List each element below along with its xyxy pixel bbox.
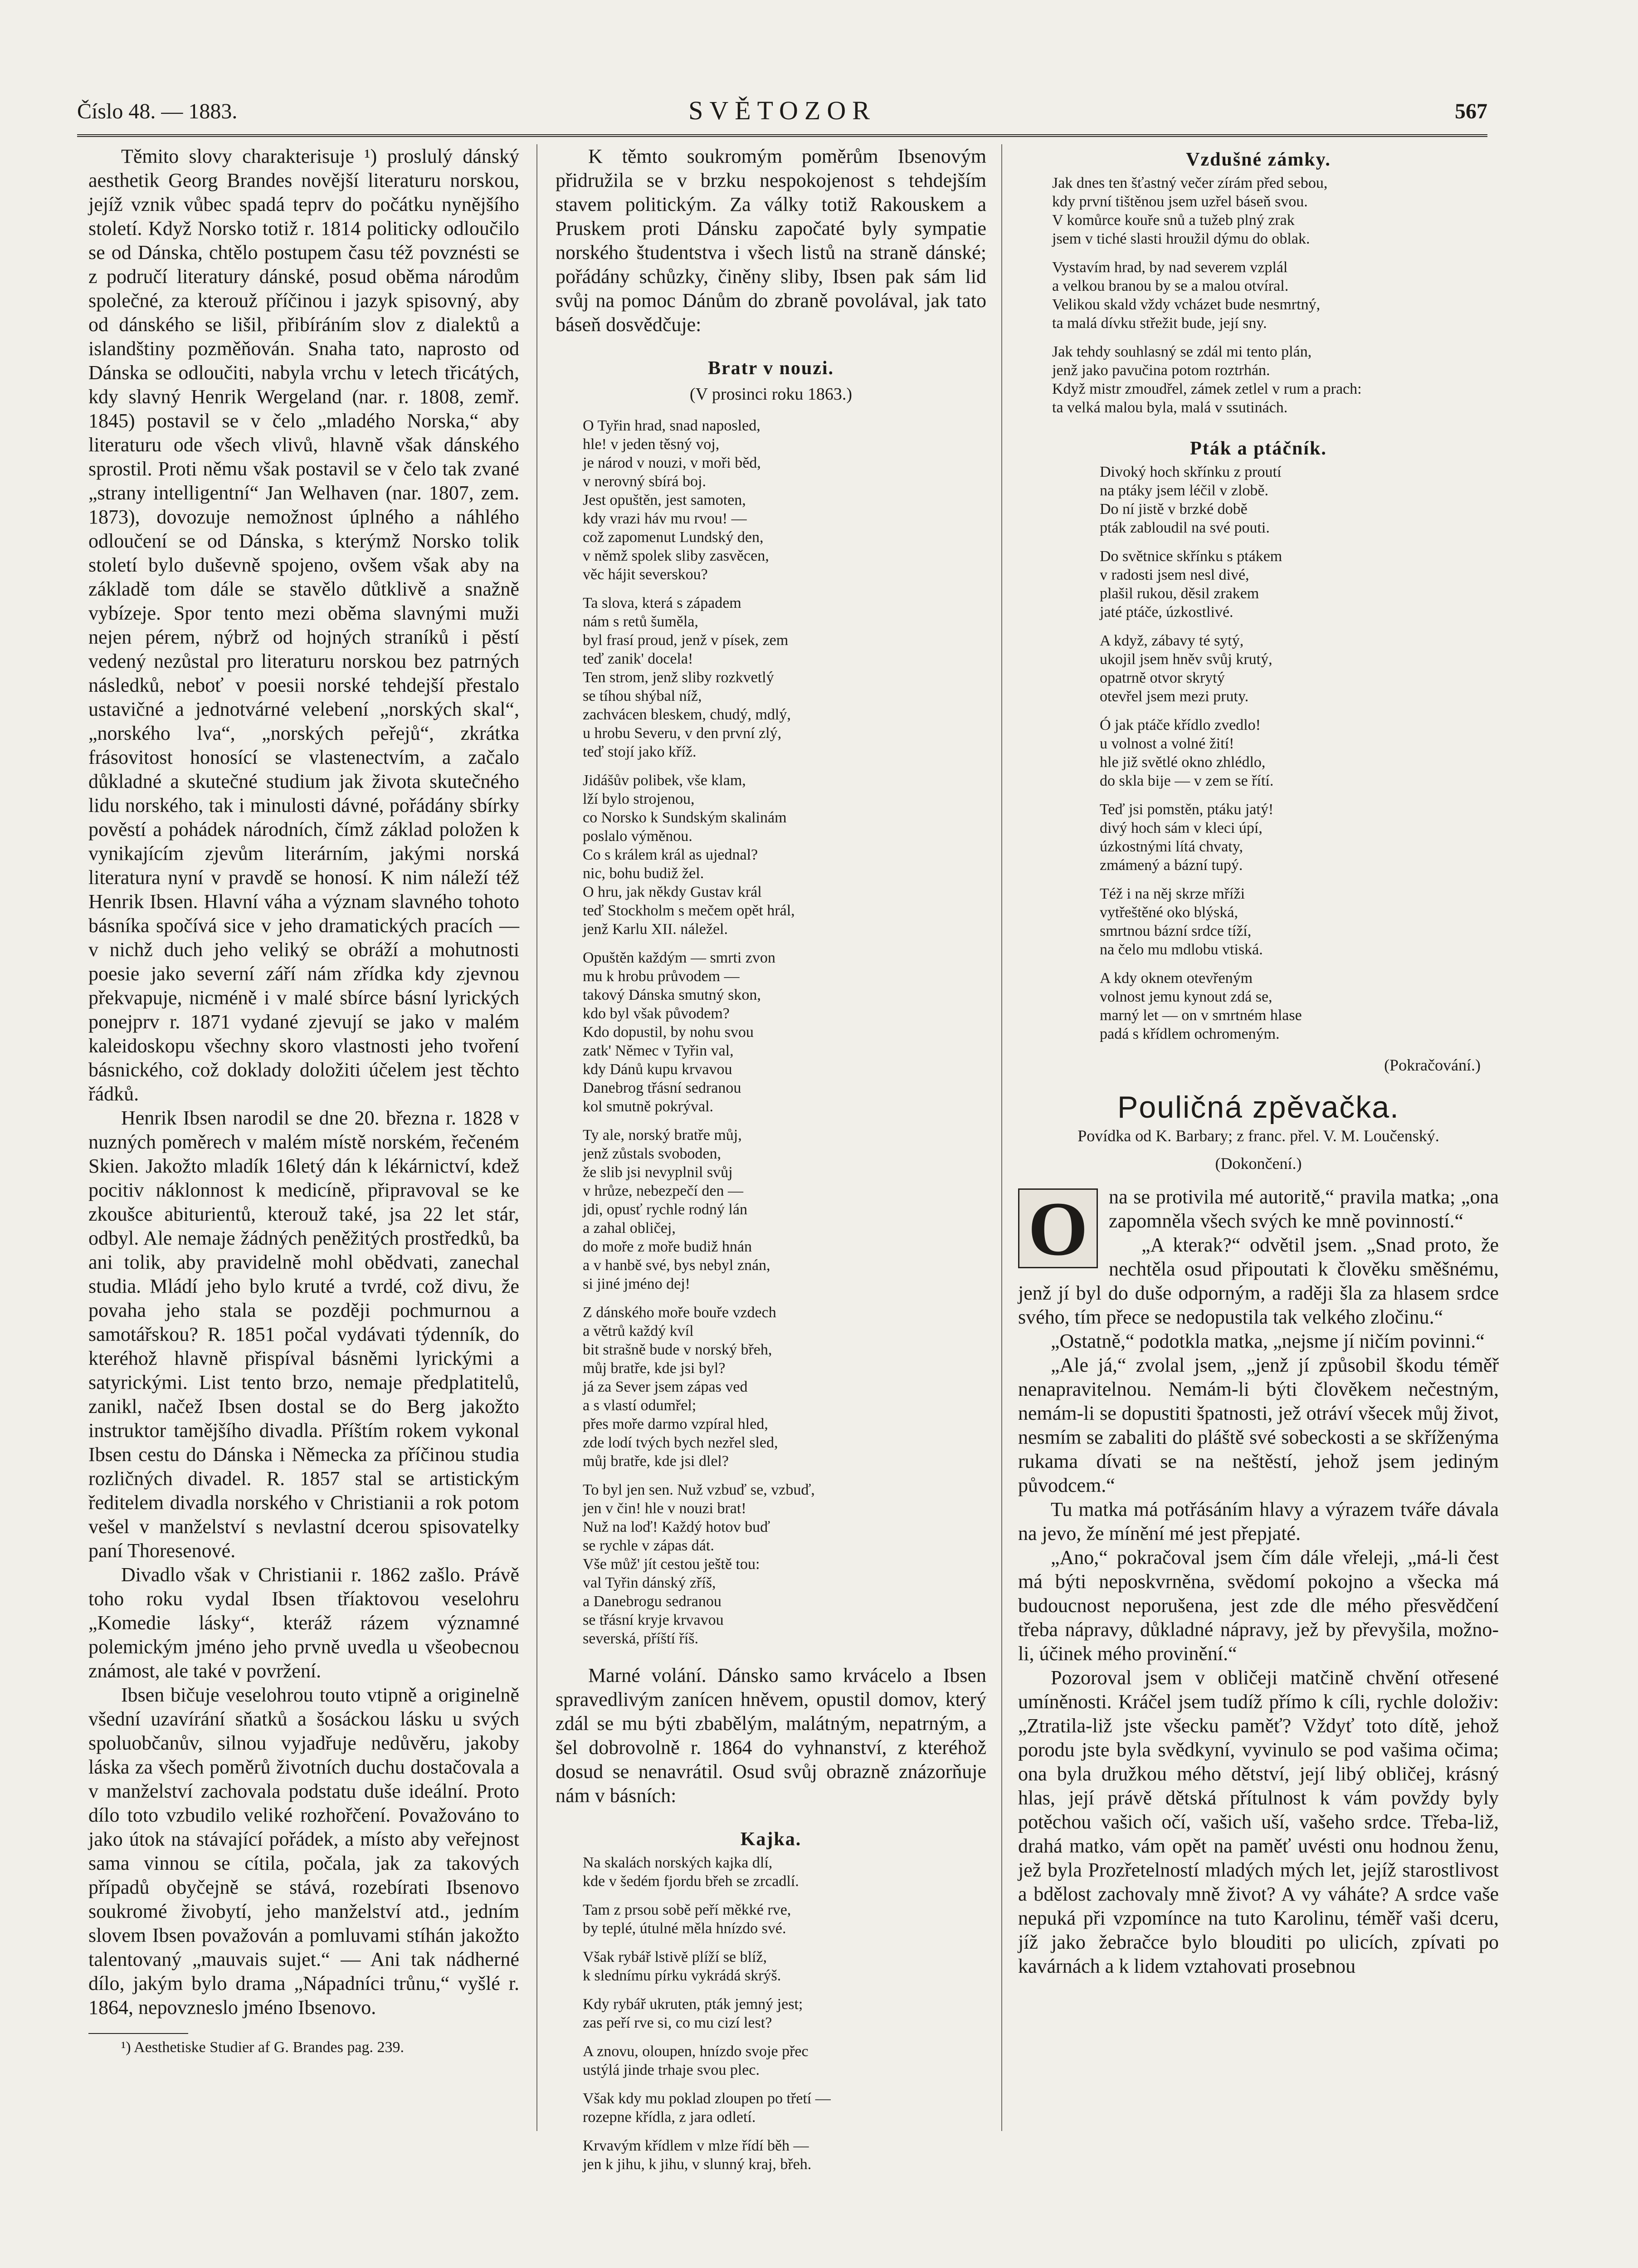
poem-stanza	[583, 2136, 986, 2174]
article-paragraph: Těmito slovy charakterisuje ¹) proslulý dánský aesthetik Georg Brandes novější literaturu norskou, jejíž vznik vůbec spadá teprv do počátku nynějšího století. Když Norsko totiž r. 1814 politicky odloučilo se od Dánska, chtělo postupem času též povznésti se z područí literatury dánské, posud oběma národům společné, za kterouž příčinou i jazyk spisovný, aby od dánského se lišil, přibíráním slov z dialektů a islandštiny pozměňován. Snaha tato, naprosto od Dánska se odloučiti, nabyla vrchu v letech třicátých, kdy slavný Henrik Wergeland (nar. r. 1808, zemř. 1845) postavil se v čelo „mladého Norska,“ aby literaturu ode všech vlivů, hlavně však dánského sprostil. Proti němu však postavil se v čelo tak zvané „strany intelligentní“ Jan Welhaven (nar. 1807, zem. 1873), dovozuje nemožnost úplného a náhlého odloučení se od Dánska, s kterýmž Norsko tolik století bylo duševně spojeno, ovšem však aby na základě tom dále se stavělo důtklivě a snažně vybízeje. Spor tento mezi oběma slavnými muži nejen pérem, nýbrž od hojných straníků i pěstí vedený nezůstal pro literaturu norskou bez patrných následků, neboť v poesii norské tehdejší přestalo ustavičné a jednotvárné velebení „norských skal“, „norského lva“, „norských peřejů“, zkrátka frásovitost honosící se vlastenectvím, a začalo důkladné a skutečné studium jak života skutečného lidu norského, tak i minulosti dávné, pořádány sbírky pověstí a pohádek národních, čímž základ položen k vynikajícím zjevům literárním, jakými norská literatura nyní v pravdě se honosí. K nim náleží též Henrik Ibsen. Hlavní váha a význam slavného tohoto básníka spočívá sice v jeho dramatických pracích — v nichž duch jeho veliký se obráží a mohutnosti poesie jako severní září nám zřídka kdy zjevnou překvapuje, nicméně i v malé sbírce básní lyrických ponejprv r. 1871 vydané zjevují se jako v malém kaleidoskopu všechny skoro vlastnosti jeho tvoření básnického, což doklady doložiti účelem jest těchto řádků.	[88, 145, 519, 1105]
poem-line: jenž Karlu XII. náležel.	[583, 921, 728, 938]
poem-stanza	[1052, 174, 1499, 248]
poem-line: Z dánského moře bouře vzdech	[583, 1304, 776, 1321]
article-paragraph: Ibsen bičuje veselohrou touto vtipně a originelně všední uzavírání sňatků a šosáckou lásku u svých spoluobčanův, silnou vyjadřuje nedůvěru, jakoby láska za všech poměrů životních duchu dostačovala a v manželství zachovala podstatu duše ideální. Proto dílo toto vzbudilo veliké rozhořčení. Považováno to jako útok na stávající pořádek, a místo aby veřejnost sama vinnou se cítila, počala, jak za takových případů obyčejně se stává, rozebírati Ibsenovo soukromé živobytí, jeho manželství atd., jedním slovem Ibsen považován a pomluvami stíhán jakožto talentovaný „mauvais sujet.“ — Ani tak nádherné dílo, jakým bylo drama „Nápadníci trůnu,“ vyšlé r. 1864, nepovzneslo jméno Ibsenovo.	[88, 1684, 519, 2019]
header-rule	[77, 134, 1487, 137]
poem-line: se tíhou shýbal níž,	[583, 688, 702, 704]
poem-line: hle! v jeden těsný voj,	[583, 436, 720, 453]
poem-title: Vzdušné zámky.	[1186, 149, 1331, 170]
poem-line: ustýlá jinde trhaje svou plec.	[583, 2062, 760, 2078]
page-number: 567	[1455, 99, 1487, 123]
poem-line: nám s retů šuměla,	[583, 613, 698, 630]
poem-line: O Tyřin hrad, snad naposled,	[583, 417, 760, 434]
poem-line: ta velká malou byla, malá v ssutinách.	[1052, 399, 1288, 416]
story-paragraph: na se protivila mé autoritě,“ pravila matka; „ona zapomněla všech svých ke mně povinností.“	[1109, 1186, 1499, 1232]
masthead-title: SVĚTOZOR	[688, 96, 876, 125]
poem-line: Však rybář lstivě plíží se blíž,	[583, 1949, 767, 1965]
poem-line: kdy první tištěnou jsem uzřel báseň svou.	[1052, 193, 1308, 210]
poem-ptak-a-ptacnik	[1018, 463, 1499, 1043]
poem-line: Jak dnes ten šťastný večer zírám před sebou,	[1052, 175, 1328, 191]
poem-line: jdi, opusť rychle rodný lán	[583, 1201, 747, 1218]
story-paragraph: „Ale já,“ zvolal jsem, „jenž jí způsobil škodu téměř nenapravitelnou. Nemám-li býti člověkem nečestným, nemám-li se dopustiti špatnosti, jež otráví všecek můj život, nesmím se zabaliti do pláště své sobeckosti a se skříženýma rukama dívati se na neštěstí, jehož jsem jediným původcem.“	[1018, 1354, 1499, 1496]
poem-line: smrtnou bázní srdce tíží,	[1100, 923, 1252, 939]
poem-stanza	[1100, 800, 1499, 875]
footnote: ¹) Aesthetiske Studier af G. Brandes pag. 239.	[121, 2039, 404, 2056]
article-paragraph: K těmto soukromým poměrům Ibsenovým přidružila se v brzku nespokojenost s tehdejším stavem politickým. Za války totiž Rakouskem a Pruskem proti Dánsku započaté byly sympatie norského študentstva i všech listů na straně dánské; pořádány schůzky, činěny sliby, Ibsen pak sám lid svůj na pomoc Dánům do zbraně povolával, jak tato báseň dosvědčuje:	[556, 145, 986, 336]
poem-stanza	[583, 1948, 986, 1985]
poem-stanza	[1100, 463, 1499, 537]
poem-line: Velikou skald vždy vcházet bude nesmrtný,	[1052, 296, 1321, 313]
poem-line: ukojil jsem hněv svůj krutý,	[1100, 651, 1272, 668]
poem-line: můj bratře, kde jsi dlel?	[583, 1453, 729, 1470]
poem-line: a větrů každý kvíl	[583, 1323, 694, 1339]
poem-line: zas peří rve si, co mu cizí lest?	[583, 2014, 772, 2031]
article-paragraph: Marné volání. Dánsko samo krvácelo a Ibsen spravedlivým zanícen hněvem, opustil domov, který zdál se mu býti zbabělým, malátným, nepatrným, a šel dobrovolně r. 1864 do vyhnanství, z kteréhož dosud se nenavrátil. Osud svůj obrazně znázorňuje nám v básních:	[556, 1664, 986, 1807]
poem-line: Na skalách norských kajka dlí,	[583, 1854, 773, 1871]
poem-line: Když mistr zmoudřel, zámek zetlel v rum a prach:	[1052, 381, 1362, 397]
story-paragraph: Pozoroval jsem v obličeji matčině chvění otřesené umíněnosti. Kráčel jsem tudíž přímo k cíli, rychle doloživ: „Ztratila-liž jste všecku paměť? Vždyť toto dítě, jehož porodu jste byla svědkyní, vyvinulo se pod vašima očima; ona byla družkou mého dětství, její libý obličej, krásný hlas, její právě dětská přítulnost k vám povždy byly potěchou vašich očí, vašich uší, vašeho srdce. Třeba-liž, drahá matko, vám opět na paměť uvésti onu hodnou ženu, jež byla Prozřetelností mladých mých let, jejíž starostlivost a bdělost zachovaly mně život? A vy váháte? A srdce vaše nepuká při vzpomínce na tuto Karolinu, téměř vaši dceru, jíž jako žebračce bylo blouditi po ulicích, zpívati po kavárnách a k lidem vztahovati prosebnou	[1018, 1667, 1499, 1977]
story-byline: Povídka od K. Barbary; z franc. přel. V. M. Loučenský.	[1077, 1127, 1439, 1145]
poem-line: plašil rukou, děsil zrakem	[1100, 585, 1259, 602]
poem-line: jenž jako pavučina potom roztrhán.	[1052, 362, 1270, 379]
poem-line: Kdo dopustil, by nohu svou	[583, 1024, 754, 1041]
poem-line: můj bratře, kde jsi byl?	[583, 1360, 726, 1377]
story-paragraph: „Ano,“ pokračoval jsem čím dále vřeleji, „má-li čest má býti neposkvrněna, svědomí pokojno a všecka má budoucnost neporušena, jest zde dle mého přesvědčení třeba nápravy, důkladné nápravy, jež by převyšila, možno-li, účinek mého provinění.“	[1018, 1546, 1499, 1665]
poem-line: což zapomenut Lundský den,	[583, 529, 764, 546]
poem-line: věc hájit severskou?	[583, 566, 708, 583]
story-paragraph: „Ostatně,“ podotkla matka, „nejsme jí ničím povinni.“	[1051, 1330, 1485, 1352]
poem-line: A když, zábavy té sytý,	[1100, 632, 1244, 649]
poem-line: Ten strom, jenž sliby rozkvetlý	[583, 669, 774, 686]
poem-bratr-v-nouzi	[556, 416, 986, 1648]
article-paragraph: Henrik Ibsen narodil se dne 20. března r. 1828 v nuzných poměrech v malém místě norském, řečeném Skien. Jakožto mladík 16letý dán k lékárnictví, kdež pocitiv náklonnost k medicíně, připravoval se ke zkoušce abiturientů, kterouž také, jsa 22 let stár, odbyl. Ale nemaje žádných peněžitých prostředků, ba ani tolik, aby pravidelně mohl obědvati, zanechal studia. Mládí jeho bylo kruté a tvrdé, což divu, že povaha jeho stala se později pochmurnou a samotářskou? R. 1851 počal vydávati týdenník, do kteréhož hlavně přispíval básněmi lyrickými a satyrickými. List tento brzo, nemaje předplatitelů, zanikl, načež Ibsen dostal se do Berg jakožto instruktor tamějšího divadla. Příštím rokem vykonal Ibsen cestu do Dánska i Německa za příčinou studia rozličných divadel. R. 1857 stal se artistickým ředitelem divadla norského v Christianii a rok potom vešel v manželství s nevlastní dcerou spisovatelky paní Thoresenové.	[88, 1107, 519, 1562]
poem-line: kdy vrazi háv mu rvou! —	[583, 510, 747, 527]
poem-stanza	[583, 416, 986, 584]
poem-stanza	[583, 948, 986, 1116]
poem-stanza	[583, 1481, 986, 1648]
poem-stanza	[1100, 716, 1499, 790]
poem-line: Vše můž' jít cestou ještě tou:	[583, 1556, 760, 1573]
poem-line: nic, bohu budiž žel.	[583, 865, 704, 882]
poem-line: kde v šedém fjordu břeh se zrcadlí.	[583, 1873, 799, 1890]
poem-line: Teď jsi pomstěn, ptáku jatý!	[1100, 801, 1274, 818]
story-concluded-note: (Dokončení.)	[1215, 1154, 1302, 1173]
poem-title: Kajka.	[740, 1829, 802, 1850]
poem-line: poslalo výměnou.	[583, 828, 692, 845]
poem-line: na ptáky jsem léčil v zlobě.	[1100, 482, 1268, 499]
story-paragraph: Tu matka má potřásáním hlavy a výrazem tváře dávala na jevo, že mínění mé jest přepjaté.	[1018, 1498, 1499, 1545]
poem-line: bit strašně bude v norský břeh,	[583, 1341, 772, 1358]
poem-line: je národ v nouzi, v moři běd,	[583, 455, 761, 471]
poem-title: Bratr v nouzi.	[707, 358, 834, 379]
poem-stanza	[583, 2042, 986, 2079]
poem-subtitle: (V prosinci roku 1863.)	[689, 385, 853, 404]
poem-line: co Norsko k Sundským skalinám	[583, 809, 787, 826]
poem-line: v nerovný sbírá boj.	[583, 473, 706, 490]
poem-line: Co s králem král as ujednal?	[583, 846, 758, 863]
poem-line: úzkostnými lítá chvaty,	[1100, 838, 1243, 855]
poem-line: mu k hrobu průvodem —	[583, 968, 740, 985]
poem-line: jsem v tiché slasti hroužil dýmu do oblak.	[1052, 230, 1310, 247]
poem-line: pták zabloudil na své pouti.	[1100, 519, 1270, 536]
poem-line: k slednímu pírku vykrádá skrýš.	[583, 1967, 781, 1984]
poem-stanza	[1100, 547, 1499, 621]
poem-line: Do světnice skřínku s ptákem	[1100, 548, 1282, 565]
poem-stanza	[1100, 885, 1499, 959]
poem-stanza	[583, 1995, 986, 2032]
page-header	[77, 96, 1487, 131]
poem-line: Však kdy mu poklad zloupen po třetí —	[583, 2090, 831, 2107]
footnote-rule	[88, 2033, 188, 2034]
poem-line: na čelo mu mdlobu vtiská.	[1100, 941, 1263, 958]
poem-line: a velkou branou by se a malou otvíral.	[1052, 278, 1289, 294]
poem-line: v hrůze, nebezpečí den —	[583, 1183, 743, 1199]
poem-line: vytřeštěné oko blýská,	[1100, 904, 1238, 921]
poem-stanza	[1100, 969, 1499, 1043]
poem-line: teď stojí jako kříž.	[583, 743, 697, 760]
poem-line: Opuštěn každým — smrti zvon	[583, 949, 775, 966]
poem-line: Jest opuštěn, jest samoten,	[583, 492, 746, 508]
poem-title: Pták a ptáčník.	[1190, 438, 1327, 459]
poem-line: padá s křídlem ochromeným.	[1100, 1026, 1280, 1042]
poem-line: volnost jemu kynout zdá se,	[1100, 988, 1272, 1005]
poem-line: ta malá dívku střežit bude, její sny.	[1052, 315, 1267, 332]
column-divider	[1001, 144, 1002, 2131]
poem-line: To byl jen sen. Nuž vzbuď se, vzbuď,	[583, 1481, 815, 1498]
poem-line: O hru, jak někdy Gustav král	[583, 884, 762, 900]
poem-line: Jak tehdy souhlasný se zdál mi tento plán,	[1052, 343, 1312, 360]
poem-line: val Tyřin dánský zříš,	[583, 1574, 716, 1591]
poem-line: jenž zůstals svoboden,	[583, 1145, 721, 1162]
poem-line: Divoký hoch skřínku z proutí	[1100, 464, 1282, 480]
issue-number: Číslo 48. — 1883.	[77, 99, 238, 123]
poem-line: Kdy rybář ukruten, pták jemný jest;	[583, 1996, 803, 2013]
poem-line: teď Stockholm s mečem opět hrál,	[583, 902, 795, 919]
poem-line: Krvavým křídlem v mlze řídí běh —	[583, 2137, 809, 2154]
poem-line: by teplé, útulné měla hnízdo své.	[583, 1920, 786, 1937]
poem-line: si jiné jméno dej!	[583, 1276, 691, 1292]
poem-line: Jidášův polibek, vše klam,	[583, 772, 746, 789]
poem-line: a v hanbě své, bys nebyl znán,	[583, 1257, 770, 1274]
poem-line: a Danebrogu sedranou	[583, 1593, 722, 1610]
article-paragraph: Divadlo však v Christianii r. 1862 zašlo. Právě toho roku vydal Ibsen tříaktovou veselohru „Komedie lásky“, kteráž rázem významné polemickým jméno jeho prvně uvedla u všeobecnou známost, ale také v povržení.	[88, 1564, 519, 1682]
story-paragraph: „A kterak?“ odvětil jsem. „Snad proto, že nechtěla osud připoutati k člověku směšnému, jenž jí byl do duše odporným, a raději šla za hlasem srdce svého, tím přece se nedopustila tak velkého zločinu.“	[1018, 1234, 1499, 1328]
poem-line: že slib jsi nevyplnil svůj	[583, 1164, 733, 1181]
poem-line: jen v čin! hle v nouzi brat!	[583, 1500, 746, 1517]
ornamental-initial-icon	[1018, 1186, 1098, 1271]
poem-line: v radosti jsem nesl divé,	[1100, 567, 1249, 583]
poem-line: se třásní kryje krvavou	[583, 1612, 724, 1628]
column-divider	[536, 144, 537, 2131]
poem-line: severská, příští říš.	[583, 1630, 698, 1647]
poem-line: Vystavím hrad, by nad severem vzplál	[1052, 259, 1288, 276]
poem-line: V komůrce kouře snů a tužeb plný zrak	[1052, 212, 1295, 229]
poem-line: zachvácen bleskem, chudý, mdlý,	[583, 706, 791, 723]
poem-line: u hrobu Severu, v den první zlý,	[583, 725, 782, 742]
poem-line: já za Sever jsem zápas ved	[583, 1378, 748, 1395]
poem-line: v němž spolek sliby zasvěcen,	[583, 547, 769, 564]
poem-line: se rychle v zápas dát.	[583, 1537, 714, 1554]
poem-vzdusne-zamky	[1018, 174, 1499, 417]
poem-line: rozepne křídla, z jara odletí.	[583, 2109, 756, 2126]
poem-line: kol smutně pokrýval.	[583, 1098, 714, 1115]
poem-stanza	[1100, 631, 1499, 706]
poem-kajka	[556, 1853, 986, 2174]
poem-line: divý hoch sám v kleci úpí,	[1100, 820, 1263, 836]
poem-stanza	[583, 1303, 986, 1471]
poem-line: zatk' Němec v Tyřin val,	[583, 1042, 734, 1059]
poem-line: Nuž na loď! Každý hotov buď	[583, 1519, 770, 1535]
poem-line: marný let — on v smrtném hlase	[1100, 1007, 1302, 1024]
poem-line: lží bylo strojenou,	[583, 791, 695, 807]
poem-stanza	[583, 1853, 986, 1891]
poem-line: a s vlastí odumřel;	[583, 1397, 697, 1414]
poem-line: kdo byl však původem?	[583, 1005, 730, 1022]
poem-line: kdy Dánů kupu krvavou	[583, 1061, 732, 1078]
column-2	[556, 144, 986, 2184]
poem-line: do moře z moře budiž hnán	[583, 1238, 752, 1255]
poem-line: Do ní jistě v brzké době	[1100, 501, 1248, 518]
poem-line: teď zanik' docela!	[583, 650, 693, 667]
poem-line: byl frasí proud, jenž v písek, zem	[583, 632, 789, 649]
poem-line: u volnost a volné žití!	[1100, 735, 1234, 752]
poem-line: Ta slova, která s západem	[583, 595, 741, 611]
poem-line: opatrně otvor skrytý	[1100, 670, 1225, 686]
continued-note: (Pokračování.)	[1384, 1056, 1481, 1074]
poem-line: zmámený a bázní tupý.	[1100, 857, 1243, 874]
poem-stanza	[583, 771, 986, 938]
poem-line: otevřel jsem mezi pruty.	[1100, 688, 1249, 705]
poem-line: jen k jihu, k jihu, v slunný kraj, břeh.	[583, 2156, 812, 2173]
drop-cap-letter: O	[1028, 1186, 1088, 1271]
poem-line: a zahal obličej,	[583, 1220, 676, 1237]
poem-line: A kdy oknem otevřeným	[1100, 970, 1253, 987]
poem-line: Též i na něj skrze mříži	[1100, 885, 1245, 902]
poem-stanza	[583, 1126, 986, 1293]
poem-line: hle již světlé okno zhlédlo,	[1100, 754, 1266, 771]
poem-line: Ty ale, norský bratře můj,	[583, 1127, 742, 1144]
poem-stanza	[583, 594, 986, 761]
poem-stanza	[583, 1901, 986, 1938]
poem-stanza	[1052, 342, 1499, 417]
poem-line: přes moře darmo vzpíral hled,	[583, 1416, 768, 1432]
poem-stanza	[1052, 258, 1499, 332]
poem-line: zde lodí tvých bych nezřel sled,	[583, 1434, 778, 1451]
poem-line: Tam z prsou sobě peří měkké rve,	[583, 1901, 791, 1918]
poem-stanza	[583, 2089, 986, 2126]
poem-line: jaté ptáče, úzkostlivé.	[1100, 604, 1233, 621]
poem-line: Ó jak ptáče křídlo zvedlo!	[1100, 717, 1261, 733]
poem-line: do skla bije — v zem se řítí.	[1100, 772, 1274, 789]
poem-line: Danebrog třásní sedranou	[583, 1080, 741, 1096]
poem-line: A znovu, oloupen, hnízdo svoje přec	[583, 2043, 809, 2060]
poem-line: takový Dánska smutný skon,	[583, 987, 761, 1003]
story-title: Pouličná zpěvačka.	[1117, 1090, 1399, 1124]
column-3	[1018, 144, 1499, 1978]
column-1	[88, 144, 519, 2057]
